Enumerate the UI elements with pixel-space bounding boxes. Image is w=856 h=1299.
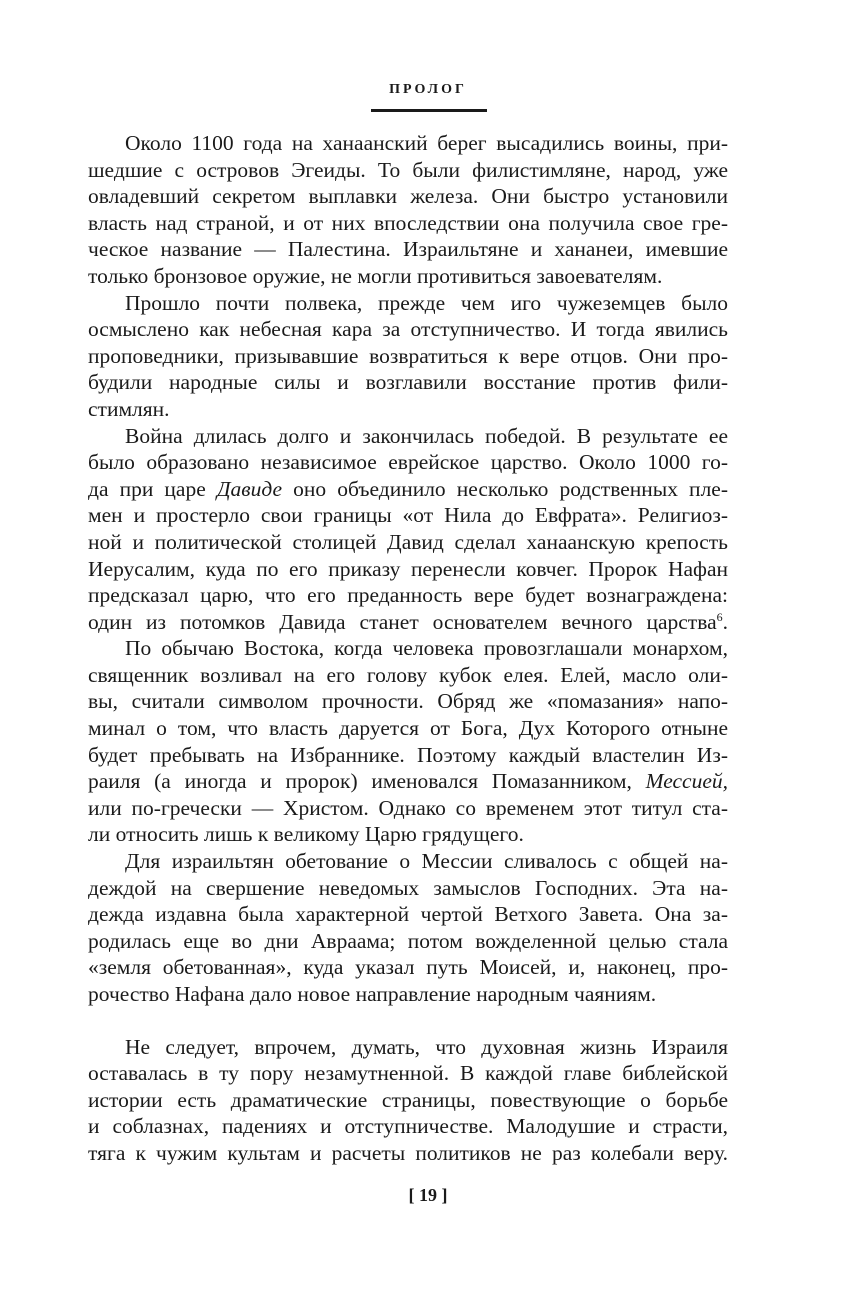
text-line: истории есть драматические страницы, повествующие о борьбе xyxy=(88,1087,728,1112)
text-fragment: . xyxy=(722,609,728,634)
paragraph-5 xyxy=(88,848,728,1008)
body-text xyxy=(88,130,728,1167)
text-line: ческое название — Палестина. Израильтяне и хананеи, имевшие xyxy=(88,237,728,262)
italic-term: Мессией, xyxy=(645,769,728,794)
text-line xyxy=(88,609,728,636)
text-line: вы, считали символом прочности. Обряд же «помазания» напо- xyxy=(88,689,728,714)
text-line: оставалась в ту пору незамутненной. В каждой главе библейской xyxy=(88,1061,728,1086)
text-line: дежда издавна была характерной чертой Ветхого Завета. Она за- xyxy=(88,902,728,927)
text-line: ли относить лишь к великому Царю грядущего. xyxy=(88,822,524,847)
text-line: и соблазнах, падениях и отступничестве. Малодушие и страсти, xyxy=(88,1114,728,1139)
text-line: священник возливал на его голову кубок елея. Елей, масло оли- xyxy=(88,662,728,687)
text-line: Не следует, впрочем, думать, что духовная жизнь Израиля xyxy=(125,1034,728,1059)
running-head-rule xyxy=(371,109,487,112)
paragraph-4 xyxy=(88,635,728,848)
running-head: ПРОЛОГ xyxy=(389,82,467,97)
text-line: тяга к чужим культам и расчеты политиков не раз колебали веру. xyxy=(88,1140,728,1165)
paragraph-6 xyxy=(88,1034,728,1167)
text-line: рочество Нафана дало новое направление народным чаяниям. xyxy=(88,982,657,1006)
text-line xyxy=(88,476,728,503)
text-line xyxy=(88,768,728,795)
text-line: или по-гречески — Христом. Однако со временем этот титул ста- xyxy=(88,795,728,820)
text-line: будили народные силы и возглавили восстание против фили- xyxy=(88,370,728,395)
text-line: только бронзовое оружие, не могли противиться завоевателям. xyxy=(88,263,663,288)
text-line: Война длилась долго и закончилась победой. В результате ее xyxy=(125,423,728,448)
text-line: стимлян. xyxy=(88,396,170,421)
text-line: власть над страной, и от них впоследствии она получила свое гре- xyxy=(88,210,728,235)
text-line: мен и простерло свои границы «от Нила до Евфрата». Религиоз- xyxy=(88,503,728,528)
text-line: По обычаю Востока, когда человека провозглашали монархом, xyxy=(125,636,728,661)
text-fragment: один из потомков Давида станет основателем вечного царства xyxy=(88,609,717,634)
text-line: Иерусалим, куда по его приказу перенесли ковчег. Пророк Нафан xyxy=(88,556,728,581)
text-line: осмыслено как небесная кара за отступничество. И тогда явились xyxy=(88,317,728,342)
text-line: предсказал царю, что его преданность вере будет вознаграждена: xyxy=(88,583,728,608)
text-line: Прошло почти полвека, прежде чем иго чужеземцев было xyxy=(125,290,728,315)
page-number: [ 19 ] xyxy=(408,1185,448,1205)
paragraph-2 xyxy=(88,290,728,423)
paragraph-1 xyxy=(88,130,728,290)
text-line: шедшие с островов Эгеиды. То были филистимляне, народ, уже xyxy=(88,157,728,182)
text-line: Для израильтян обетование о Мессии сливалось с общей на- xyxy=(125,849,728,874)
text-line: было образовано независимое еврейское царство. Около 1000 го- xyxy=(88,450,728,475)
text-line: «земля обетованная», куда указал путь Моисей, и, наконец, про- xyxy=(88,955,728,980)
section-gap xyxy=(88,1008,728,1034)
text-fragment: да при царе xyxy=(88,476,217,501)
footnote-marker[interactable]: 6 xyxy=(716,609,723,624)
text-fragment: оно объединило несколько родственных пле- xyxy=(282,476,728,501)
italic-name: Давиде xyxy=(216,476,283,501)
text-line: будет пребывать на Избраннике. Поэтому каждый властелин Из- xyxy=(88,742,728,767)
text-line: Около 1100 года на ханаанский берег высадились воины, при- xyxy=(125,131,728,155)
text-line: родилась еще во дни Авраама; потом вожделенной целью стала xyxy=(88,928,728,953)
text-line: ной и политической столицей Давид сделал ханаанскую крепость xyxy=(88,529,728,554)
text-line: деждой на свершение неведомых замыслов Господних. Эта на- xyxy=(88,875,728,900)
text-line: минал о том, что власть даруется от Бога, Дух Которого отныне xyxy=(88,716,728,741)
text-fragment: раиля (а иногда и пророк) именовался Помазанником, xyxy=(88,769,632,794)
paragraph-3 xyxy=(88,423,728,636)
text-line: овладевший секретом выплавки железа. Они быстро установили xyxy=(88,184,728,209)
text-line: проповедники, призывавшие возвратиться к вере отцов. Они про- xyxy=(88,343,728,368)
